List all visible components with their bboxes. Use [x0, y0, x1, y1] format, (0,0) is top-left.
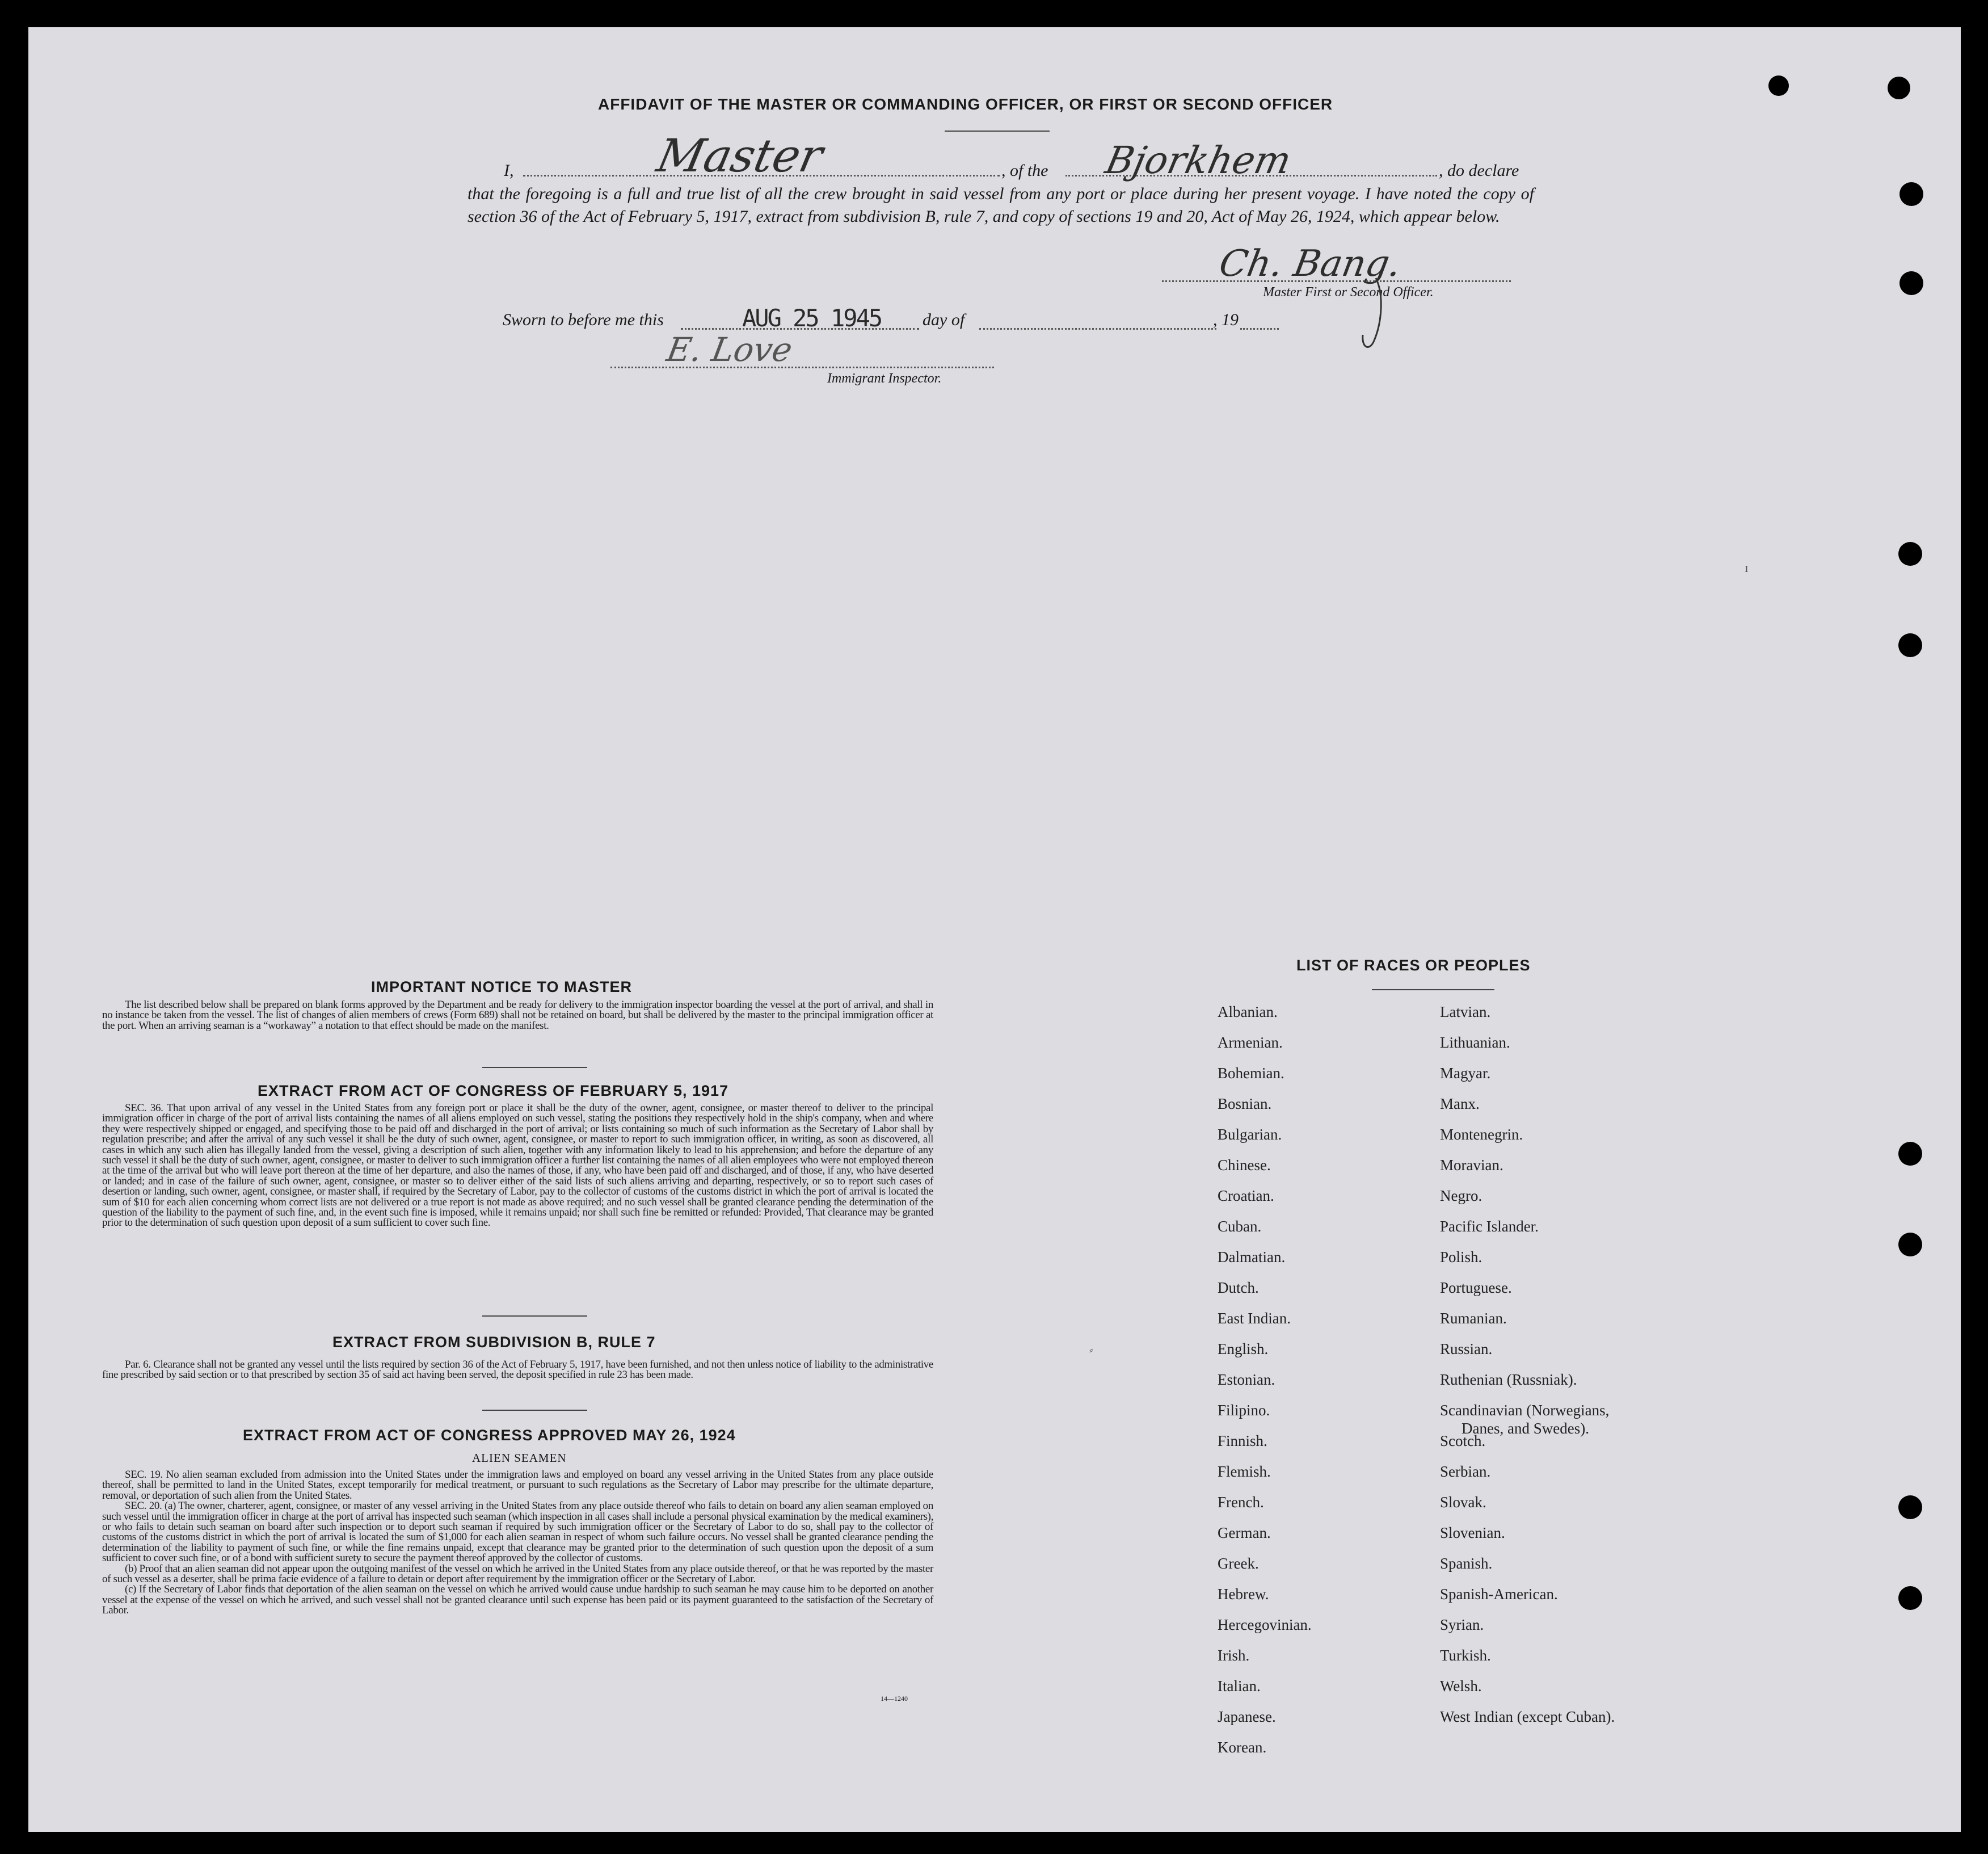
sec20c-paragraph: (c) If the Secretary of Labor finds that deportation of the alien seaman on the vessel on which he arrived would cause undue hardship to such seaman he may cause him to be deported on another vessel at the expense of the vessel on which he arrived, and such vessel shall not be granted clearance until such expense has been paid or its payment guaranteed to the satisfaction of the Secretary of Labor. [102, 1583, 933, 1617]
race-item: Syrian. [1440, 1616, 1484, 1633]
race-item: Bulgarian. [1218, 1126, 1282, 1143]
race-item: Latvian. [1440, 1003, 1491, 1020]
race-item: Slovak. [1440, 1494, 1486, 1511]
extract-1917-text [102, 1103, 933, 1229]
form-number: 14—1240 [881, 1695, 908, 1702]
sec20b-paragraph: (b) Proof that an alien seaman did not appear upon the outgoing manifest of the vessel on which he arrived in the United States from any place outside thereof, or that he was reported by the master of such vessel as a deserter, shall be prima facie evidence of a failure to detain or deport after requirement by the immigration officer or the Secretary of Labor. [102, 1562, 933, 1586]
race-item: Manx. [1440, 1095, 1480, 1112]
race-item: Armenian. [1218, 1034, 1283, 1051]
extract-1917-title: EXTRACT FROM ACT OF CONGRESS OF FEBRUARY 5, 1917 [258, 1082, 729, 1099]
affidavit-body: that the foregoing is a full and true list of all the crew brought in said vessel from any port or place during her present voyage. I have noted the copy of section 36 of the Act of February 5, 1917, extract from subdivision B, rule 7, and copy of sections 19 and 20, Act of May 26, 1924, which appear below. [467, 184, 1534, 226]
extract-1924-title: EXTRACT FROM ACT OF CONGRESS APPROVED MAY 26, 1924 [243, 1427, 736, 1444]
race-item: Slovenian. [1440, 1524, 1505, 1541]
race-item: Ruthenian (Russniak). [1440, 1371, 1577, 1388]
race-item: Hercegovinian. [1218, 1616, 1312, 1633]
punch-hole [1898, 1586, 1922, 1610]
race-item: Serbian. [1440, 1463, 1491, 1480]
punch-hole [1898, 633, 1922, 657]
race-item: West Indian (except Cuban). [1440, 1708, 1615, 1725]
race-item: German. [1218, 1524, 1271, 1541]
sec20a-paragraph: SEC. 20. (a) The owner, charterer, agent, consignee, or master of any vessel arriving in the United States from any place outside thereof who fails to detain on board any alien seaman employed on such vessel until the immigration officer in charge at the port of arrival has inspected such seaman (which inspection in all cases shall include a personal physical examination by the medical examiners), or who fails to detain such seaman on board after such inspection or to deport such seaman if required by such immigration officer or the Secretary of Labor to do so, shall pay to the collector of customs of the customs district in which the port of arrival is located the sum of $1,000 for each alien seaman in respect of whom such failure occurs. No vessel shall be granted clearance pending the determination of the liability to payment of such fine, or while the fine remains unpaid, except that clearance may be granted prior to the determination of such question upon the deposit of a sum sufficient to cover such fine, or of a bond with sufficient surety to secure the payment thereof approved by the collector of customs. [102, 1500, 933, 1565]
inspector-signature: E. Love [664, 330, 795, 369]
sec19-paragraph: SEC. 19. No alien seaman excluded from admission into the United States under the immigration laws and employed on board any vessel arriving in the United States from any place outside thereof, shall be permitted to land in the United States, except temporarily for medical treatment, or pursuant to such regulations as the Secretary of Labor may prescribe for the ultimate departure, removal, or deportation of such alien from the United States. [102, 1469, 933, 1502]
race-item: Greek. [1218, 1555, 1259, 1572]
race-item: Magyar. [1440, 1065, 1491, 1082]
punch-hole [1899, 271, 1923, 295]
race-item: Chinese. [1218, 1157, 1271, 1174]
race-item: Irish. [1218, 1647, 1250, 1664]
notice-paragraph: The list described below shall be prepared on blank forms approved by the Department and be ready for delivery to the immigration inspector boarding the vessel at the port of arrival, and shall in no instance be taken from the vessel. The list of changes of alien members of crews (Form 689) shall not be retained on board, but shall be delivered by the master to the principal immigration officer at the port. When an arriving seaman is a “workaway” a notation to that effect should be made on the manifest. [102, 999, 933, 1032]
punch-hole [1898, 1142, 1922, 1166]
race-item: Spanish. [1440, 1555, 1493, 1572]
race-item: Turkish. [1440, 1647, 1491, 1664]
stamp-date-field [681, 328, 919, 330]
race-item: Filipino. [1218, 1402, 1270, 1419]
punch-hole [1899, 182, 1923, 206]
extract-rule7-title: EXTRACT FROM SUBDIVISION B, RULE 7 [332, 1334, 656, 1351]
of-the-label: , of the [1001, 161, 1048, 180]
race-item: Japanese. [1218, 1708, 1276, 1725]
section-divider [482, 1315, 587, 1317]
vessel-handwritten: Bjorkhem [1101, 138, 1295, 182]
race-item: Moravian. [1440, 1157, 1503, 1174]
punch-hole [1898, 1233, 1922, 1256]
day-of-label: day of [923, 310, 965, 329]
race-item: Lithuanian. [1440, 1034, 1510, 1051]
notice-title: IMPORTANT NOTICE TO MASTER [371, 978, 632, 995]
punch-hole [1888, 77, 1910, 99]
race-item: French. [1218, 1494, 1264, 1511]
race-item: Flemish. [1218, 1463, 1271, 1480]
race-item: Italian. [1218, 1678, 1261, 1695]
title-divider [945, 131, 1050, 132]
race-item: Russian. [1440, 1340, 1493, 1357]
inspector-caption: Immigrant Inspector. [827, 371, 942, 386]
extract-rule7-text [102, 1360, 933, 1381]
race-item: Welsh. [1440, 1678, 1482, 1695]
race-item: Negro. [1440, 1187, 1482, 1204]
inspector-line [610, 367, 994, 368]
races-title-divider [1372, 989, 1494, 990]
signature-caption: Master First or Second Officer. [1263, 285, 1434, 300]
year-field [1240, 328, 1279, 330]
date-stamp: AUG 25 1945 [742, 304, 882, 332]
race-item: Spanish-American. [1440, 1586, 1558, 1603]
race-item: English. [1218, 1340, 1269, 1357]
signature-flourish [1350, 272, 1396, 358]
margin-mark: ɪ [1745, 561, 1749, 575]
race-item: Dutch. [1218, 1279, 1259, 1296]
race-item: Bohemian. [1218, 1065, 1284, 1082]
year-label: , 19 [1213, 310, 1239, 329]
race-item: Finnish. [1218, 1432, 1267, 1449]
affidavit-title: AFFIDAVIT OF THE MASTER OR COMMANDING OFFICER, OR FIRST OR SECOND OFFICER [598, 95, 1333, 113]
race-item: Bosnian. [1218, 1095, 1272, 1112]
signature-line [1162, 280, 1511, 282]
master-handwritten: Master [652, 129, 828, 182]
sec36-paragraph: SEC. 36. That upon arrival of any vessel in the United States from any foreign port or place it shall be the duty of the owner, agent, consignee, or master thereof to deliver to the principal immigration officer in charge of the port of arrival lists containing the names of all aliens employed on such vessel, stating the positions they respectively hold in the ship's company, when and where they were respectively shipped or engaged, and specifying those to be paid off and discharged in the port of arrival; or lists containing so much of such information as the Secretary of Labor shall by regulation prescribe; and after the arrival of any such vessel it shall be the duty of such owner, agent, consignee, or master to report to such immigration officer, in writing, as soon as discovered, all cases in which any such alien has illegally landed from the vessel, giving a description of such alien, together with any information likely to lead to his apprehension; and before the departure of any such vessel it shall be the duty of such owner, agent, consignee, or master to deliver to such immigration officer a further list containing the names of all alien employees who were not employed thereon at the time of the arrival but who will leave port thereon at the time of her departure, and also the names of those, if any, who have been paid off and discharged, and of those, if any, who have deserted or landed; and in case of the failure of such owner, agent, consignee, or master so to deliver either of the said lists of such aliens arriving and departing, respectively, or so to report such cases of desertion or landing, such owner, agent, consignee, or master shall, if required by the Secretary of Labor, pay to the collector of customs of the customs district in which the port of arrival is located the sum of $10 for each alien concerning whom correct lists are not delivered or a true report is not made as above required; and no such vessel shall be granted clearance pending the determination of the question of the liability to the payment of such fine, and, in the event such fine is imposed, while it remains unpaid; nor shall such fine be remitted or refunded: Provided, That clearance may be granted prior to the determination of such question upon deposit of a sum sufficient to cover such fine. [102, 1102, 933, 1229]
punch-hole [1898, 542, 1922, 566]
punch-hole [1898, 1495, 1922, 1519]
race-item: Albanian. [1218, 1003, 1278, 1020]
sworn-label: Sworn to before me this [503, 310, 664, 329]
race-item: Polish. [1440, 1248, 1482, 1266]
race-item: Scotch. [1440, 1432, 1486, 1449]
race-item: Estonian. [1218, 1371, 1275, 1388]
race-item: Montenegrin. [1440, 1126, 1523, 1143]
extract-1924-text [102, 1470, 933, 1616]
race-item: Cuban. [1218, 1218, 1262, 1235]
punch-hole [1768, 75, 1789, 96]
race-item: East Indian. [1218, 1310, 1291, 1327]
alien-seamen-subtitle: ALIEN SEAMEN [472, 1451, 567, 1465]
races-title: LIST OF RACES OR PEOPLES [1296, 957, 1531, 974]
race-item: Hebrew. [1218, 1586, 1269, 1603]
race-item: Korean. [1218, 1739, 1267, 1756]
affidavit-i-label: I, [504, 161, 514, 180]
section-divider [482, 1410, 587, 1411]
race-item: Croatian. [1218, 1187, 1274, 1204]
race-item: Dalmatian. [1218, 1248, 1286, 1266]
notice-text [102, 1000, 933, 1031]
race-item: Pacific Islander. [1440, 1218, 1539, 1235]
master-signature: Ch. Bang. [1216, 243, 1405, 285]
race-item: Danes, and Swedes). [1461, 1420, 1589, 1437]
do-declare-label: , do declare [1439, 161, 1519, 180]
race-item: Portuguese. [1440, 1279, 1512, 1296]
race-item: Scandinavian (Norwegians, [1440, 1402, 1610, 1419]
section-divider [482, 1067, 587, 1068]
par6-paragraph: Par. 6. Clearance shall not be granted any vessel until the lists required by section 36 of the Act of February 5, 1917, have been furnished, and not then unless notice of liability to the administrative fine prescribed by said section or to that prescribed by section 35 of said act having been served, the deposit specified in rule 23 has been made. [102, 1359, 933, 1381]
race-item: Rumanian. [1440, 1310, 1507, 1327]
stray-mark: ⸗ [1089, 1344, 1093, 1356]
month-field [979, 328, 1216, 330]
